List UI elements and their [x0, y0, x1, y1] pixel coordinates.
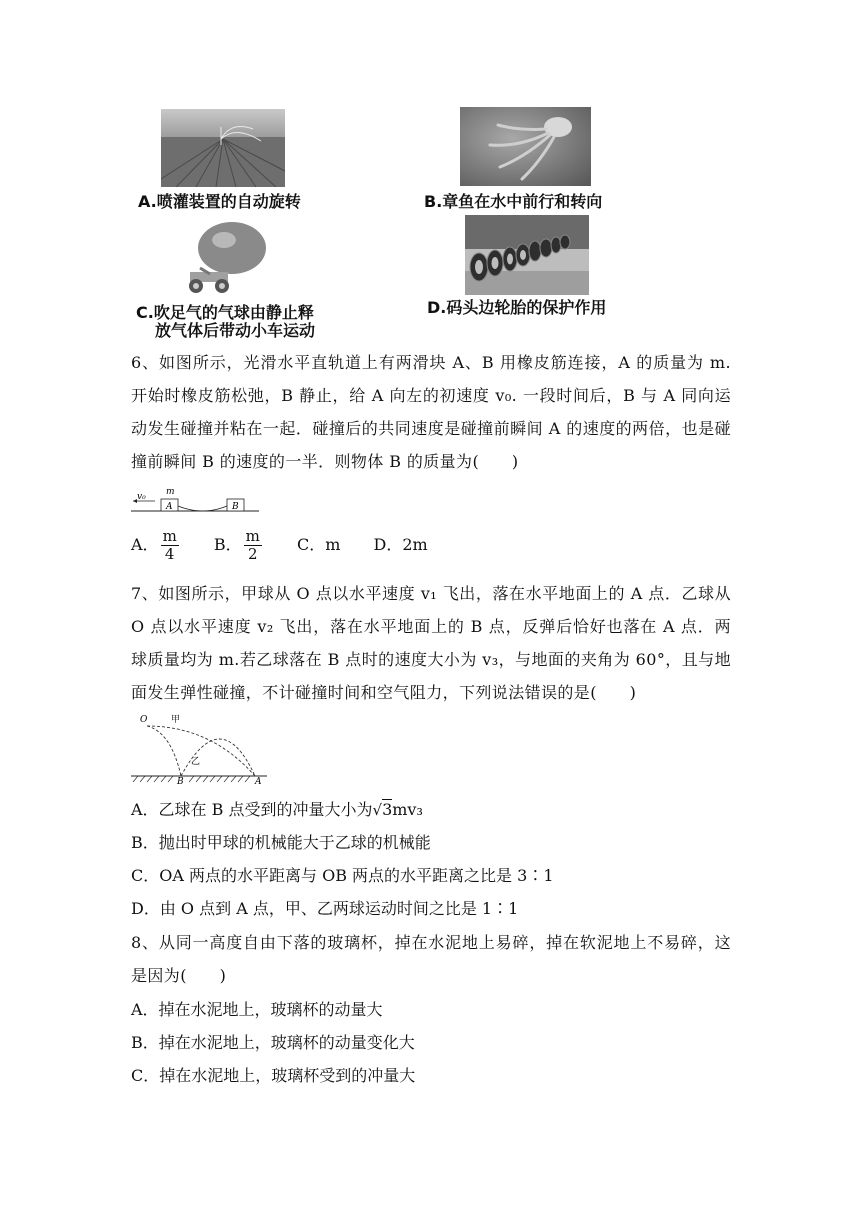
q6-v0-label: v₀: [137, 492, 146, 502]
sprinkler-photo: [161, 109, 285, 187]
q6-b-label: B: [232, 502, 239, 512]
octopus-photo: [460, 107, 591, 186]
q7-option-c[interactable]: C．OA 两点的水平距离与 OB 两点的水平距离之比是 3∶1: [131, 866, 554, 885]
caption-d: D.码头边轮胎的保护作用: [427, 298, 607, 317]
caption-a: A.喷灌装置的自动旋转: [138, 192, 301, 211]
q6-b-num: m: [245, 527, 260, 545]
q6-m-label: m: [166, 487, 175, 497]
q6-option-b[interactable]: [213, 527, 269, 563]
dock-tires-photo: [465, 215, 589, 295]
q6-option-a-fraction: [161, 528, 179, 563]
q7-a-label: A: [255, 777, 262, 784]
question-8-text: 8、从同一高度自由下落的玻璃杯，掉在水泥地上易碎，掉在软泥地上不易碎，这是因为( ): [131, 933, 731, 985]
q7-option-d[interactable]: D．由 O 点到 A 点，甲、乙两球运动时间之比是 1∶1: [131, 899, 519, 918]
q7-jia-label: 甲: [171, 715, 181, 725]
q7-o-label: O: [140, 715, 148, 725]
q6-option-c[interactable]: C．m: [296, 535, 341, 554]
q8-option-b[interactable]: B．掉在水泥地上，玻璃杯的动量变化大: [131, 1033, 415, 1052]
question-7-text: 7、如图所示，甲球从 O 点以水平速度 v₁ 飞出，落在水平地面上的 A 点．乙球从 O 点以水平速度 v₂ 飞出，落在水平地面上的 B 点，反弹后恰好也落在 A 点．两球质量均为 m.若乙球落在 B 点时的速度大小为 v₃，与地面的夹角为 60°，且与地面发生弹性碰撞，不计碰撞时间和空气阻力，下列说法错误的是( ): [131, 584, 731, 702]
q7-option-a-prefix: A．乙球在 B 点受到的冲量大小为: [131, 800, 373, 819]
q6-option-a-prefix: A．: [131, 535, 159, 554]
sqrt-symbol: √: [372, 801, 383, 819]
q8-option-c[interactable]: C．掉在水泥地上，玻璃杯受到的冲量大: [131, 1066, 416, 1085]
q7-figure: [131, 712, 271, 784]
q6-b-den: 2: [248, 545, 258, 563]
caption-c-line2: 放气体后带动小车运动: [155, 321, 316, 340]
q6-a-den: 4: [164, 545, 175, 563]
q6-option-b-prefix: B．: [213, 535, 242, 554]
q6-a-num: m: [162, 527, 177, 545]
q7-option-a[interactable]: [131, 800, 423, 820]
q6-figure: [131, 486, 261, 516]
q6-option-d[interactable]: D．2m: [373, 535, 428, 554]
balloon-cart-photo: [180, 220, 274, 298]
question-6-text: 6、如图所示，光滑水平直轨道上有两滑块 A、B 用橡皮筋连接，A 的质量为 m. 开始时橡皮筋松弛，B 静止，给 A 向左的初速度 v₀. 一段时间后，B 与 A 同向运动发生碰撞并粘在一起．碰撞后的共同速度是碰撞前瞬间 A 的速度的两倍，也是碰撞前瞬间 B 的速度的一半．则物体 B 的质量为( ): [131, 353, 731, 471]
caption-b: B.章鱼在水中前行和转向: [424, 192, 603, 211]
q6-option-b-fraction: [244, 528, 262, 563]
q7-yi-label: 乙: [191, 757, 201, 767]
q8-option-a[interactable]: A．掉在水泥地上，玻璃杯的动量大: [131, 1000, 383, 1019]
q7-option-a-suffix: mv₃: [392, 800, 423, 819]
q6-option-a[interactable]: [131, 527, 186, 563]
q7-option-a-radicand: 3: [382, 800, 393, 819]
q6-options: [131, 527, 428, 563]
caption-c-line1: C.吹足气的气球由静止释: [136, 303, 314, 322]
q6-a-label: A: [166, 502, 173, 512]
q7-b-label: B: [177, 777, 184, 784]
q7-option-b[interactable]: B．抛出时甲球的机械能大于乙球的机械能: [131, 833, 431, 852]
